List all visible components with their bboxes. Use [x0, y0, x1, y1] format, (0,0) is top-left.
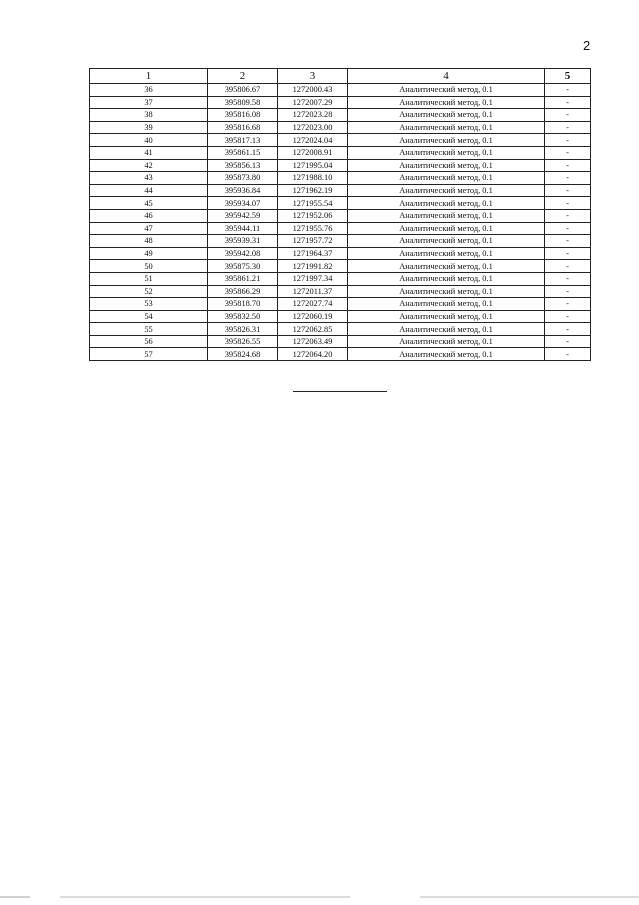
cell-point-number: 49: [90, 247, 208, 260]
header-col-5: 5: [545, 69, 591, 84]
coordinates-table: [89, 68, 591, 361]
cell-method: Аналитический метод, 0.1: [348, 146, 545, 159]
cell-point-number: 51: [90, 272, 208, 285]
cell-coord-y: 1272007.29: [278, 96, 348, 109]
cell-point-number: 42: [90, 159, 208, 172]
cell-method: Аналитический метод, 0.1: [348, 260, 545, 273]
table-header: [90, 69, 591, 84]
cell-coord-y: 1271997.34: [278, 272, 348, 285]
cell-method: Аналитический метод, 0.1: [348, 184, 545, 197]
table-row: [90, 197, 591, 210]
cell-coord-x: 395875.30: [208, 260, 278, 273]
cell-method: Аналитический метод, 0.1: [348, 348, 545, 361]
cell-note: -: [545, 235, 591, 248]
cell-coord-y: 1272064.20: [278, 348, 348, 361]
cell-note: -: [545, 222, 591, 235]
cell-point-number: 50: [90, 260, 208, 273]
cell-note: -: [545, 209, 591, 222]
table-row: [90, 146, 591, 159]
page-number: 2: [583, 38, 591, 53]
cell-point-number: 36: [90, 84, 208, 97]
table-row: [90, 159, 591, 172]
cell-coord-y: 1272024.04: [278, 134, 348, 147]
cell-method: Аналитический метод, 0.1: [348, 235, 545, 248]
cell-coord-x: 395866.29: [208, 285, 278, 298]
table-row: [90, 298, 591, 311]
cell-note: -: [545, 121, 591, 134]
scan-bottom-edge: [0, 896, 639, 898]
cell-coord-y: 1271991.82: [278, 260, 348, 273]
cell-coord-x: 395942.59: [208, 209, 278, 222]
cell-point-number: 56: [90, 335, 208, 348]
cell-point-number: 37: [90, 96, 208, 109]
cell-coord-y: 1271964.37: [278, 247, 348, 260]
cell-coord-x: 395873.80: [208, 172, 278, 185]
cell-method: Аналитический метод, 0.1: [348, 310, 545, 323]
cell-coord-y: 1272008.91: [278, 146, 348, 159]
cell-note: -: [545, 247, 591, 260]
cell-note: -: [545, 84, 591, 97]
cell-coord-y: 1271988.10: [278, 172, 348, 185]
table-row: [90, 121, 591, 134]
cell-note: -: [545, 335, 591, 348]
table-row: [90, 260, 591, 273]
cell-note: -: [545, 197, 591, 210]
table-row: [90, 184, 591, 197]
cell-method: Аналитический метод, 0.1: [348, 197, 545, 210]
table-row: [90, 172, 591, 185]
cell-note: -: [545, 272, 591, 285]
table-row: [90, 310, 591, 323]
table-row: [90, 335, 591, 348]
cell-point-number: 57: [90, 348, 208, 361]
cell-point-number: 54: [90, 310, 208, 323]
cell-note: -: [545, 109, 591, 122]
cell-coord-x: 395824.68: [208, 348, 278, 361]
table-row: [90, 235, 591, 248]
cell-method: Аналитический метод, 0.1: [348, 84, 545, 97]
cell-coord-x: 395856.13: [208, 159, 278, 172]
cell-coord-x: 395939.31: [208, 235, 278, 248]
cell-method: Аналитический метод, 0.1: [348, 247, 545, 260]
cell-coord-y: 1272063.49: [278, 335, 348, 348]
cell-method: Аналитический метод, 0.1: [348, 209, 545, 222]
header-col-2: 2: [208, 69, 278, 84]
cell-coord-y: 1272011.37: [278, 285, 348, 298]
cell-coord-x: 395816.08: [208, 109, 278, 122]
cell-coord-y: 1271955.54: [278, 197, 348, 210]
cell-note: -: [545, 323, 591, 336]
cell-method: Аналитический метод, 0.1: [348, 134, 545, 147]
cell-point-number: 38: [90, 109, 208, 122]
table-body: [90, 84, 591, 361]
cell-method: Аналитический метод, 0.1: [348, 159, 545, 172]
cell-note: -: [545, 146, 591, 159]
cell-note: -: [545, 184, 591, 197]
cell-point-number: 46: [90, 209, 208, 222]
cell-coord-x: 395809.58: [208, 96, 278, 109]
cell-coord-x: 395806.67: [208, 84, 278, 97]
cell-point-number: 39: [90, 121, 208, 134]
separator-line: [293, 391, 387, 392]
cell-method: Аналитический метод, 0.1: [348, 335, 545, 348]
header-col-4: 4: [348, 69, 545, 84]
table-row: [90, 134, 591, 147]
cell-coord-x: 395934.07: [208, 197, 278, 210]
table-row: [90, 109, 591, 122]
cell-method: Аналитический метод, 0.1: [348, 222, 545, 235]
table-row: [90, 285, 591, 298]
cell-coord-y: 1271995.04: [278, 159, 348, 172]
cell-point-number: 47: [90, 222, 208, 235]
table-row: [90, 323, 591, 336]
cell-point-number: 48: [90, 235, 208, 248]
cell-coord-y: 1272023.28: [278, 109, 348, 122]
cell-coord-y: 1272062.85: [278, 323, 348, 336]
cell-note: -: [545, 260, 591, 273]
cell-method: Аналитический метод, 0.1: [348, 121, 545, 134]
table-row: [90, 247, 591, 260]
cell-method: Аналитический метод, 0.1: [348, 323, 545, 336]
table-row: [90, 348, 591, 361]
cell-coord-y: 1272023.00: [278, 121, 348, 134]
cell-point-number: 40: [90, 134, 208, 147]
cell-method: Аналитический метод, 0.1: [348, 272, 545, 285]
cell-coord-x: 395826.31: [208, 323, 278, 336]
cell-method: Аналитический метод, 0.1: [348, 298, 545, 311]
cell-note: -: [545, 134, 591, 147]
cell-note: -: [545, 96, 591, 109]
cell-coord-x: 395818.70: [208, 298, 278, 311]
cell-coord-x: 395944.11: [208, 222, 278, 235]
header-col-1: 1: [90, 69, 208, 84]
table-row: [90, 222, 591, 235]
table-row: [90, 84, 591, 97]
cell-coord-y: 1272060.19: [278, 310, 348, 323]
cell-point-number: 43: [90, 172, 208, 185]
cell-point-number: 53: [90, 298, 208, 311]
cell-coord-x: 395816.68: [208, 121, 278, 134]
table-row: [90, 272, 591, 285]
cell-note: -: [545, 298, 591, 311]
cell-coord-y: 1272000.43: [278, 84, 348, 97]
cell-coord-x: 395861.15: [208, 146, 278, 159]
cell-coord-y: 1271955.76: [278, 222, 348, 235]
cell-method: Аналитический метод, 0.1: [348, 96, 545, 109]
cell-point-number: 44: [90, 184, 208, 197]
cell-coord-y: 1272027.74: [278, 298, 348, 311]
cell-coord-x: 395832.50: [208, 310, 278, 323]
table-row: [90, 209, 591, 222]
cell-note: -: [545, 348, 591, 361]
cell-coord-x: 395936.84: [208, 184, 278, 197]
cell-coord-x: 395826.55: [208, 335, 278, 348]
cell-method: Аналитический метод, 0.1: [348, 285, 545, 298]
cell-coord-y: 1271962.19: [278, 184, 348, 197]
cell-method: Аналитический метод, 0.1: [348, 172, 545, 185]
header-col-3: 3: [278, 69, 348, 84]
table-row: [90, 96, 591, 109]
cell-point-number: 52: [90, 285, 208, 298]
cell-note: -: [545, 310, 591, 323]
cell-note: -: [545, 159, 591, 172]
cell-point-number: 41: [90, 146, 208, 159]
cell-point-number: 45: [90, 197, 208, 210]
cell-note: -: [545, 285, 591, 298]
cell-coord-x: 395861.21: [208, 272, 278, 285]
cell-point-number: 55: [90, 323, 208, 336]
cell-note: -: [545, 172, 591, 185]
cell-coord-x: 395942.08: [208, 247, 278, 260]
header-row: [90, 69, 591, 84]
cell-coord-x: 395817.13: [208, 134, 278, 147]
cell-coord-y: 1271952.06: [278, 209, 348, 222]
cell-method: Аналитический метод, 0.1: [348, 109, 545, 122]
cell-coord-y: 1271957.72: [278, 235, 348, 248]
